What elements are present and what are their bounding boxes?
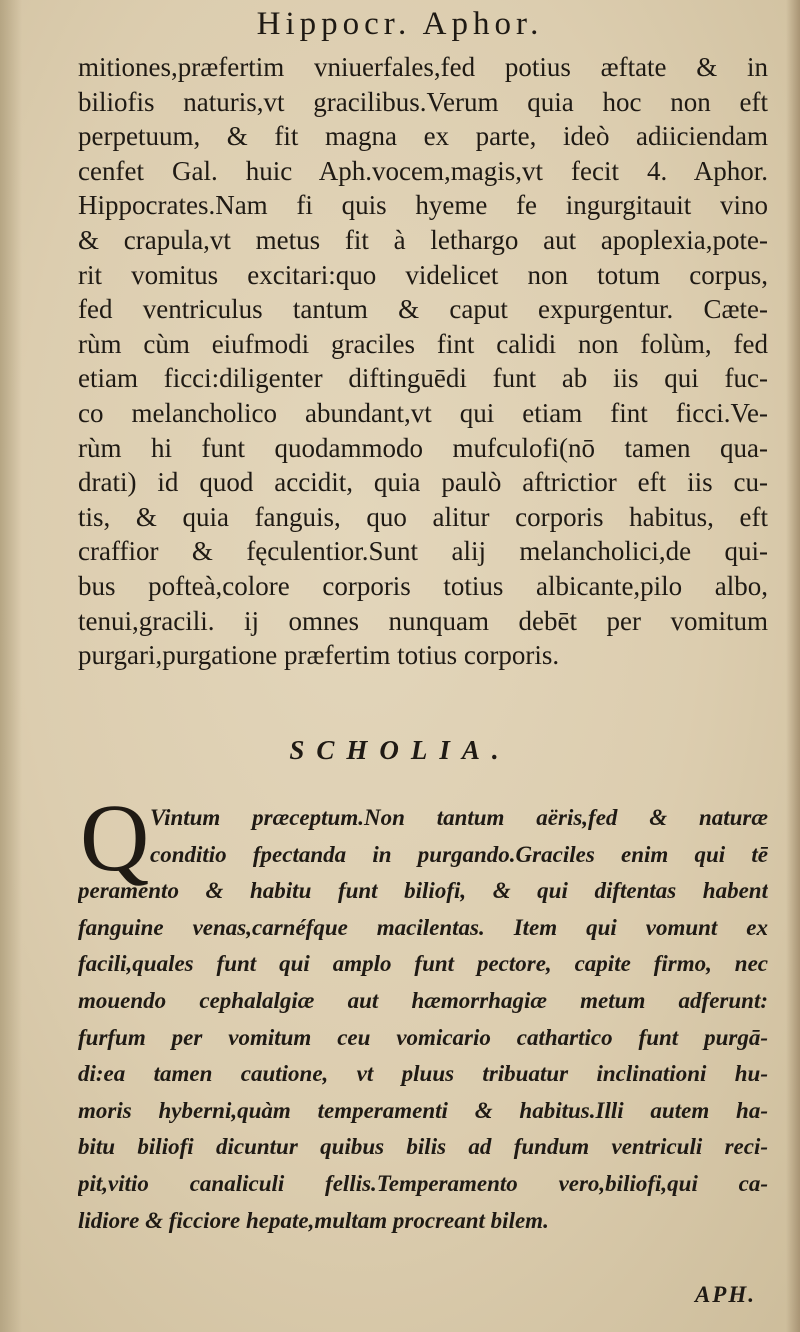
body-line: rùm cùm eiufmodi graciles fint calidi non folùm, fed [78,328,768,359]
body-line: Hippocrates.Nam fi quis hyeme fe ingurgitauit vino [78,190,768,221]
catchword: APH. [694,1282,756,1307]
scholia-line: di:ea tamen cautione, vt pluus tribuatur inclinationi hu- [78,1061,768,1087]
body-line: & crapula,vt metus fit à lethargo aut apoplexia,pote- [78,224,768,255]
page-gutter-shadow [0,0,22,1332]
scholia-text [78,800,768,1239]
scholia-line: lidiore & ficciore hepate,multam procreant bilem. [78,1207,549,1233]
body-line: tenui,gracili. ij omnes nunquam debēt per vomitum [78,605,768,636]
body-line: tis, & quia fanguis, quo alitur corporis habitus, eft [78,501,768,532]
drop-cap: Q [80,784,150,891]
body-line: drati) id quod accidit, quia paulò aftrictior eft iis cu- [78,467,768,498]
scholia-line: bitu biliofi dicuntur quibus bilis ad fundum ventriculi reci- [78,1134,768,1160]
scholia-line: pit,vitio canaliculi fellis.Temperamento vero,biliofi,qui ca- [78,1170,768,1196]
body-line: craffior & fęculentior.Sunt alij melancholici,de qui- [78,536,768,567]
scholia-line: moris hyberni,quàm temperamenti & habitus.Illi autem ha- [78,1097,768,1123]
scholia-line: peramento & habitu funt biliofi, & qui diftentas habent [78,878,768,904]
body-line: cenfet Gal. huic Aph.vocem,magis,vt fecit 4. Aphor. [78,155,768,186]
body-line: perpetuum, & fit magna ex parte, ideò adiiciendam [78,121,768,152]
scholia-line: conditio fpectanda in purgando.Graciles enim qui tē [150,841,768,867]
body-line: rùm hi funt quodammodo mufculofi(nō tamen qua- [78,432,768,463]
body-line: purgari,purgatione præfertim totius corporis. [78,640,560,671]
body-line: etiam ficci:diligenter diftinguēdi funt ab iis qui fuc- [78,363,768,394]
aphorism-commentary [78,50,768,673]
body-line: fed ventriculus tantum & caput expurgentur. Cæte- [78,294,768,325]
body-line: bus pofteà,colore corporis totius albicante,pilo albo, [78,570,768,601]
body-line: rit vomitus excitari:quo videlicet non totum corpus, [78,259,768,290]
running-head: Hippocr. Aphor. [256,6,544,42]
page-edge-shadow [786,0,800,1332]
body-line: biliofis naturis,vt gracilibus.Verum quia hoc non eft [78,86,768,117]
body-line: mitiones,præfertim vniuerfales,fed potius æftate & in [78,52,768,82]
scholia-line: furfum per vomitum ceu vomicario cathartico funt purgā- [78,1024,768,1050]
body-line: co melancholico abundant,vt qui etiam fint ficci.Ve- [78,397,768,428]
scholia-line: facili,quales funt qui amplo funt pectore, capite firmo, nec [78,951,768,977]
section-title-scholia: SCHOLIA. [289,735,511,765]
scholia-line: mouendo cephalalgiæ aut hæmorrhagiæ metum adferunt: [78,987,768,1013]
scholia-line: Vintum præceptum.Non tantum aëris,fed & naturæ [150,805,768,830]
scholia-line: fanguine venas,carnéfque macilentas. Item qui vomunt ex [78,914,768,940]
